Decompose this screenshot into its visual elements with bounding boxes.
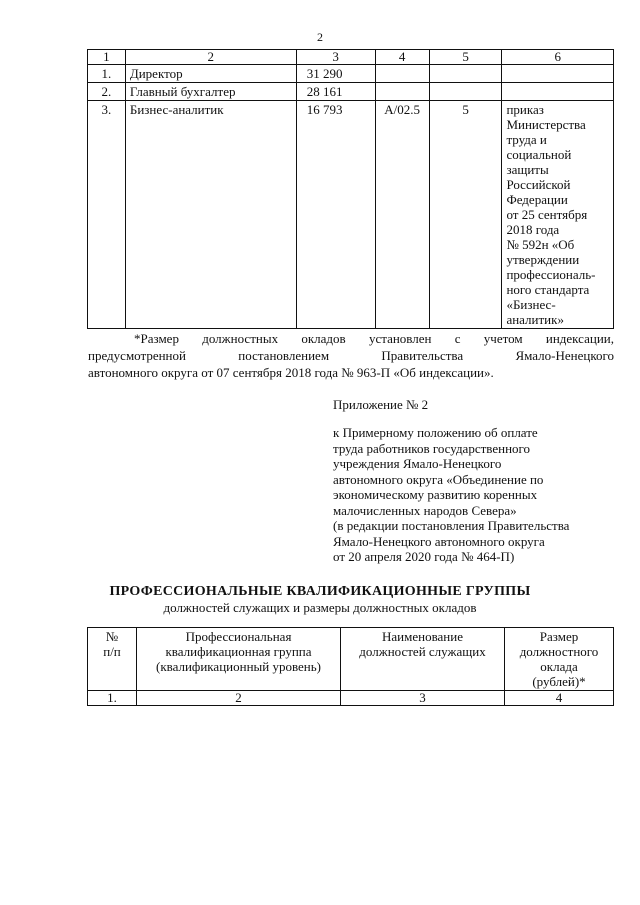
row-number: 1.: [88, 65, 126, 83]
basis-line: «Бизнес-: [506, 297, 556, 312]
salary-value: 16 793: [296, 101, 375, 329]
header-line: п/п: [103, 644, 121, 659]
appendix-line: от 20 апреля 2020 года № 464-П): [333, 549, 515, 564]
header-cell-positions: [341, 628, 505, 691]
positions-table: [87, 49, 614, 329]
position-name: Директор: [125, 65, 296, 83]
table-row: [88, 83, 614, 101]
basis-line: утверждении: [506, 252, 580, 267]
table-row: [88, 691, 614, 706]
basis-line: № 592н «Об: [506, 237, 575, 252]
basis-line: труда и: [506, 132, 547, 147]
salary-value: 28 161: [296, 83, 375, 101]
basis-line: приказ: [506, 102, 544, 117]
footnote: [88, 330, 614, 381]
appendix-line: (в редакции постановления Правительства: [333, 518, 570, 533]
table-header-row: [88, 628, 614, 691]
row-number: 2.: [88, 83, 126, 101]
appendix-reference: [333, 425, 618, 565]
basis-line: 2018 года: [506, 222, 560, 237]
footnote-line: автономного округа от 07 сентября 2018 года № 963-П «Об индексации».: [88, 365, 494, 380]
basis-line: Министерства: [506, 117, 586, 132]
header-line: оклада: [540, 659, 578, 674]
appendix-line: автономного округа «Объединение по: [333, 471, 544, 487]
qualification-level: [429, 83, 502, 101]
header-line: (квалификационный уровень): [155, 659, 322, 674]
header-line: Наименование: [382, 629, 463, 644]
page-number: 2: [317, 30, 323, 44]
function-code: [375, 83, 429, 101]
basis-line: Российской: [506, 177, 571, 192]
row-number: 3.: [88, 101, 126, 329]
basis-document: [502, 65, 614, 83]
footnote-line: предусмотренной постановлением Правительства Ямало-Ненецкого: [88, 348, 614, 363]
header-cell-number: [88, 628, 137, 691]
appendix-line: труда работников государственного: [333, 440, 531, 456]
basis-line: аналитик»: [506, 312, 564, 327]
basis-document: [502, 83, 614, 101]
qualification-groups-table: [87, 627, 614, 706]
appendix-line: экономическому развитию коренных: [333, 487, 538, 502]
appendix-line: учреждения Ямало-Ненецкого: [333, 456, 502, 471]
appendix-line: к Примерному положению об оплате: [333, 425, 538, 440]
basis-line: социальной: [506, 147, 572, 162]
column-number: 3: [341, 691, 505, 706]
table-row: [88, 101, 614, 329]
appendix-line: Ямало-Ненецкого автономного округа: [333, 533, 545, 549]
qualification-level: [429, 65, 502, 83]
header-line: (рублей)*: [532, 674, 586, 689]
qualification-level: 5: [429, 101, 502, 329]
header-cell-salary: [505, 628, 614, 691]
appendix-line: малочисленных народов Севера»: [333, 502, 517, 518]
column-number: 6: [502, 50, 614, 65]
function-code: А/02.5: [375, 101, 429, 329]
header-line: квалификационная группа: [165, 644, 312, 659]
section-title: ПРОФЕССИОНАЛЬНЫЕ КВАЛИФИКАЦИОННЫЕ ГРУППЫ: [109, 584, 531, 599]
header-line: Профессиональная: [185, 629, 292, 644]
column-number: 2: [137, 691, 341, 706]
column-number: 3: [296, 50, 375, 65]
basis-line: защиты: [506, 162, 549, 177]
section-subtitle: должностей служащих и размеры должностных окладов: [163, 600, 477, 615]
header-line: должностного: [519, 644, 599, 659]
column-number: 4: [505, 691, 614, 706]
basis-document: [502, 101, 614, 329]
header-line: №: [105, 629, 119, 644]
basis-line: ного стандарта: [506, 282, 590, 297]
table-header-row: [88, 50, 614, 65]
position-name: Бизнес-аналитик: [125, 101, 296, 329]
column-number: 4: [375, 50, 429, 65]
position-name: Главный бухгалтер: [125, 83, 296, 101]
column-number: 1: [88, 50, 126, 65]
header-line: должностей служащих: [359, 644, 486, 659]
basis-line: от 25 сентября: [506, 207, 588, 222]
header-line: Размер: [539, 629, 579, 644]
basis-line: Федерации: [506, 192, 568, 207]
column-number: 2: [125, 50, 296, 65]
column-number: 1.: [88, 691, 137, 706]
table-row: [88, 65, 614, 83]
salary-value: 31 290: [296, 65, 375, 83]
basis-line: профессиональ-: [506, 267, 596, 282]
column-number: 5: [429, 50, 502, 65]
function-code: [375, 65, 429, 83]
footnote-line: *Размер должностных окладов установлен с учетом индексации,: [134, 331, 614, 346]
appendix-title: Приложение № 2: [333, 397, 429, 412]
header-cell-group: [137, 628, 341, 691]
